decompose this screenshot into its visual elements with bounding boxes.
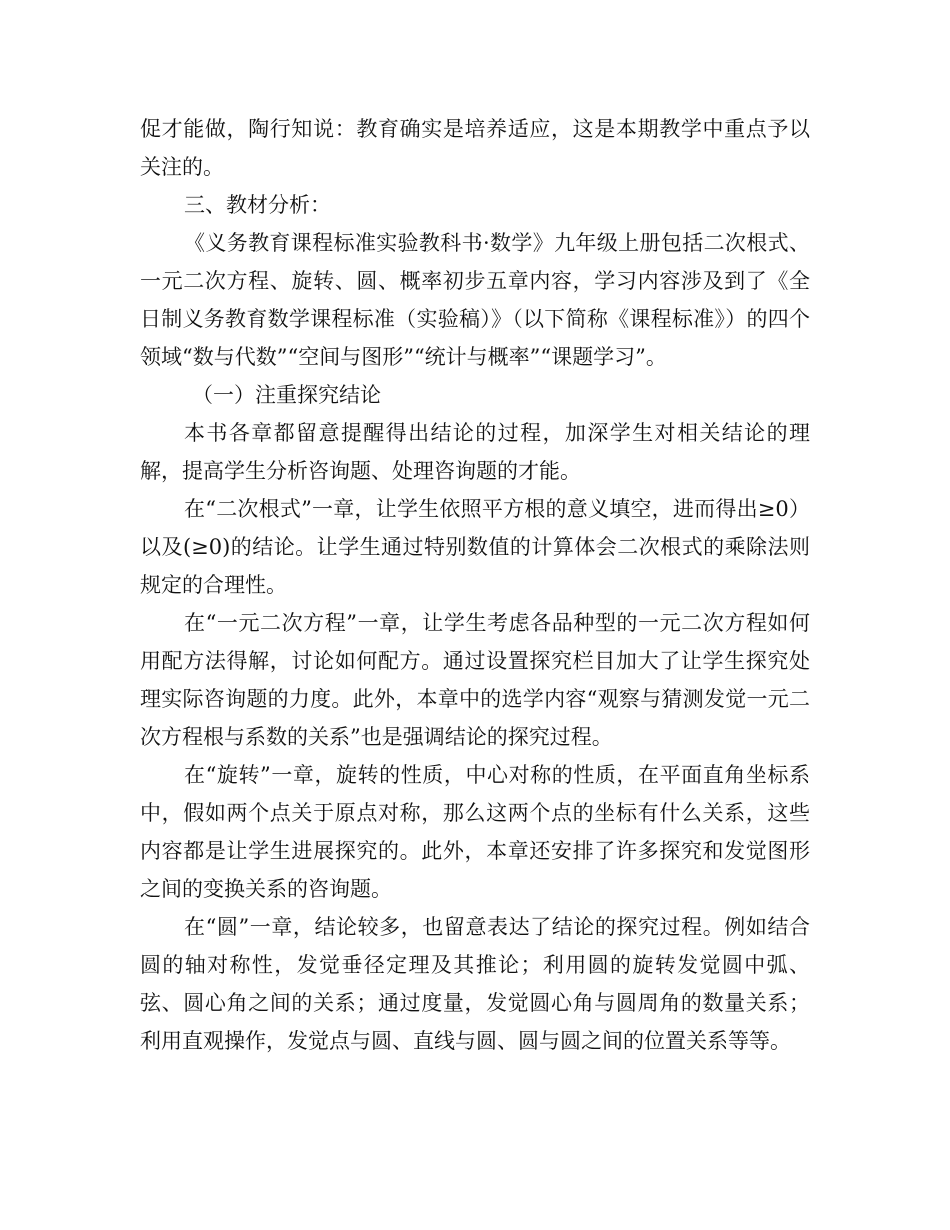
paragraph-quadratic-equations: 在“一元二次方程”一章，让学生考虑各品种型的一元二次方程如何用配方法得解，讨论如何配方。通过设置探究栏目加大了让学生探究处理实际咨询题的力度。此外，本章中的选学内容“观察与猜测发觉一元二次方程根与系数的关系”也是强调结论的探究过程。 <box>140 611 810 749</box>
paragraph-rotation: 在“旋转”一章，旋转的性质，中心对称的性质，在平面直角坐标系中，假如两个点关于原点对称，那么这两个点的坐标有什么关系，这些内容都是让学生进展探究的。此外，本章还安排了许多探究和发觉图形之间的变换关系的咨询题。 <box>140 763 810 901</box>
paragraph-textbook-overview: 《义务教育课程标准实验教科书·数学》九年级上册包括二次根式、一元二次方程、旋转、圆、概率初步五章内容，学习内容涉及到了《全日制义务教育数学课程标准（实验稿）》（以下简称《课程标准》）的四个领域“数与代数”“空间与图形”“统计与概率”“课题学习”。 <box>140 231 810 369</box>
section-heading-textbook-analysis: 三、教材分析： <box>184 193 331 217</box>
paragraph-circle: 在“圆”一章，结论较多，也留意表达了结论的探究过程。例如结合圆的轴对称性，发觉垂径定理及其推论；利用圆的旋转发觉圆中弧、弦、圆心角之间的关系；通过度量，发觉圆心角与圆周角的数量关系；利用直观操作，发觉点与圆、直线与圆、圆与圆之间的位置关系等等。 <box>140 915 810 1053</box>
paragraph-continuation: 促才能做，陶行知说：教育确实是培养适应，这是本期教学中重点予以关注的。 <box>140 117 810 179</box>
paragraph-chapters-focus: 本书各章都留意提醒得出结论的过程，加深学生对相关结论的理解，提高学生分析咨询题、处理咨询题的才能。 <box>140 421 810 483</box>
document-body <box>140 110 810 1060</box>
subsection-heading-explore-conclusions: （一）注重探究结论 <box>192 383 381 407</box>
paragraph-quadratic-radicals: 在“二次根式”一章，让学生依照平方根的意义填空，进而得出≥0）以及(≥0)的结论。让学生通过特别数值的计算体会二次根式的乘除法则规定的合理性。 <box>140 497 810 597</box>
